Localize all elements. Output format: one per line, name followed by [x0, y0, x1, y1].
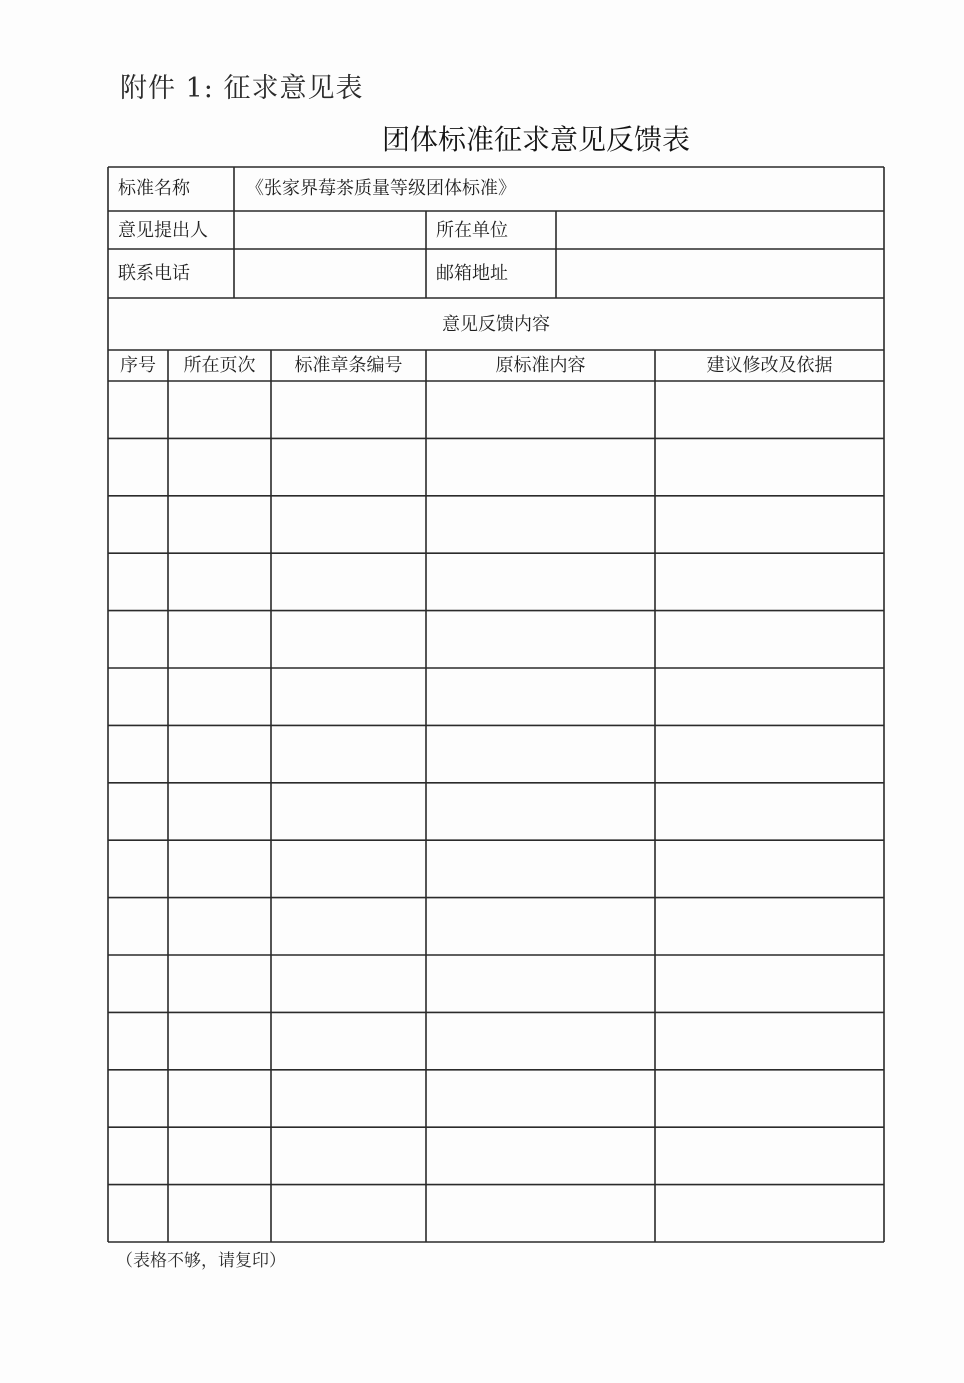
- column-header-clause: 标准章条编号: [294, 355, 403, 376]
- unit-label: 所在单位: [436, 220, 508, 241]
- standard-name-value: 《张家界莓茶质量等级团体标准》: [246, 178, 516, 199]
- column-header-seq: 序号: [120, 355, 156, 376]
- column-header-page: 所在页次: [183, 355, 256, 376]
- column-header-original: 原标准内容: [495, 355, 586, 376]
- standard-name-label: 标准名称: [118, 178, 190, 199]
- form-title: 团体标准征求意见反馈表: [382, 123, 691, 156]
- proposer-label: 意见提出人: [118, 220, 208, 241]
- footnote: （表格不够，请复印）: [116, 1251, 286, 1271]
- phone-label: 联系电话: [118, 263, 190, 284]
- column-header-suggestion: 建议修改及依据: [706, 355, 833, 376]
- feedback-section-label: 意见反馈内容: [442, 314, 550, 335]
- annex-title: 附件 1: 征求意见表: [120, 73, 364, 104]
- email-label: 邮箱地址: [436, 263, 508, 284]
